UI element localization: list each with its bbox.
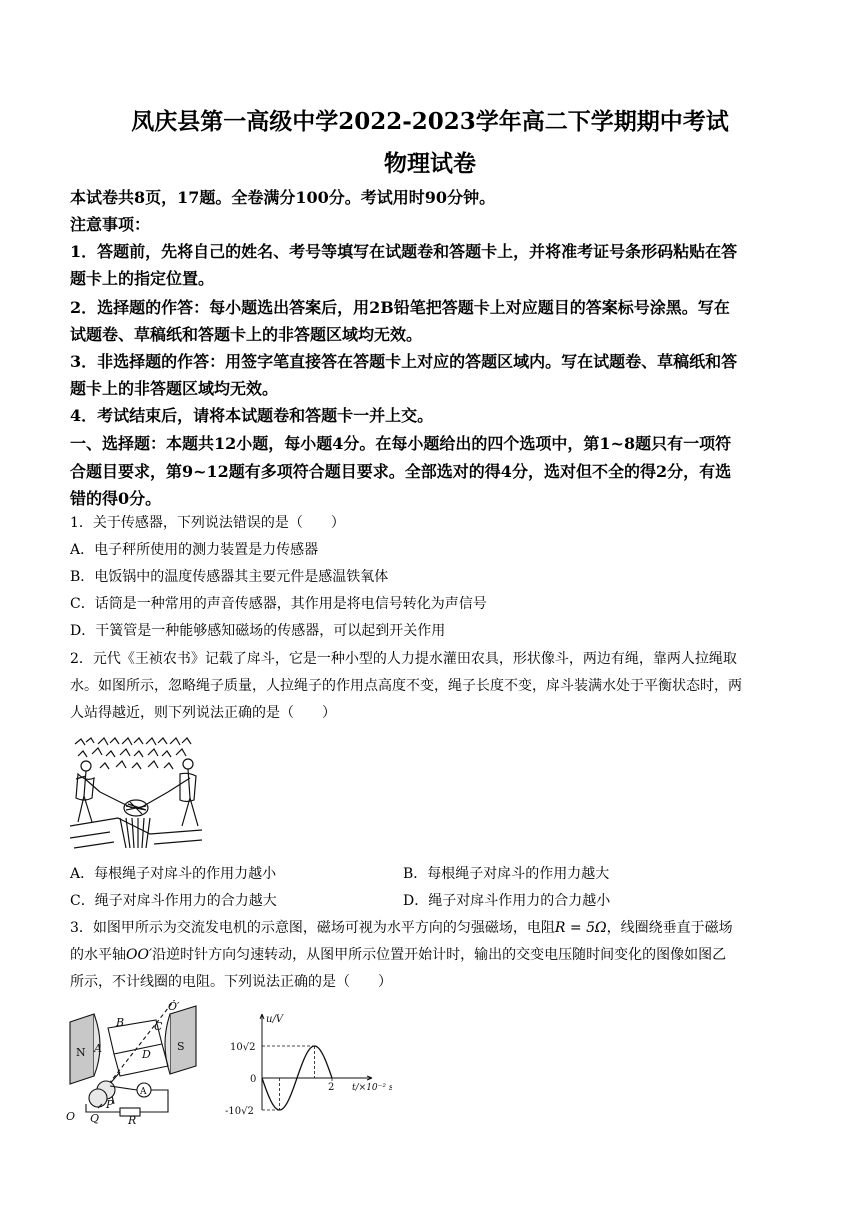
notice-line: 题卡上的指定位置。 (70, 269, 215, 288)
q1-option-c: C．话筒是一种常用的声音传感器，其作用是将电信号转化为声信号 (70, 596, 487, 612)
q1-option-a: A．电子秤所使用的测力装置是力传感器 (70, 542, 319, 558)
graph-x-label: t/×10⁻² s (352, 1083, 392, 1093)
q1-stem: 1．关于传感器，下列说法错误的是（ ） (70, 515, 345, 531)
generator-diagram (64, 1000, 210, 1124)
label-s: S (177, 1040, 185, 1053)
well-sweep-illustration (70, 734, 202, 854)
label-o-prime: O′ (168, 1000, 180, 1013)
q2-option-a: A．每根绳子对戽斗的作用力越小 (70, 866, 277, 882)
q2-stem-line: 人站得越近，则下列说法正确的是（ ） (70, 705, 336, 721)
graph-y-max: 10√2 (230, 1042, 256, 1053)
label-a: A (94, 1042, 102, 1055)
notice-line: 1．答题前，先将自己的姓名、考号等填写在试题卷和答题卡上，并将准考证号条形码粘贴在答 (70, 242, 738, 261)
graph-y-label: u/V (266, 1014, 284, 1025)
q1-option-d: D．干簧管是一种能够感知磁场的传感器，可以起到开关作用 (70, 623, 446, 639)
resistance-formula: R = 5Ω (554, 920, 607, 936)
notice-line: 试题卷、草稿纸和答题卡上的非答题区域均无效。 (70, 325, 423, 344)
exam-title: 凤庆县第一高级中学2022-2023学年高二下学期期中考试 (131, 108, 729, 135)
notice-line: 3．非选择题的作答：用签字笔直接答在答题卡上对应的答题区域内。写在试题卷、草稿纸和答 (70, 352, 738, 371)
voltage-time-graph (222, 1010, 392, 1116)
label-d: D (142, 1048, 151, 1061)
q3-stem-text: ，线圈绕垂直于磁场 (606, 920, 733, 936)
q2-stem-line: 2．元代《王祯农书》记载了戽斗，它是一种小型的人力提水灌田农具，形状像斗，两边有绳，靠两人拉绳取 (70, 651, 737, 667)
q3-stem-line-2 (70, 945, 795, 965)
notice-line: 题卡上的非答题区域均无效。 (70, 379, 279, 398)
notice-line: 4．考试结束后，请将本试题卷和答题卡一并上交。 (70, 406, 434, 425)
label-q: Q (90, 1112, 100, 1124)
q3-stem-line-3: 所示，不计线圈的电阻。下列说法正确的是（ ） (70, 974, 392, 990)
label-n: N (76, 1046, 86, 1059)
q3-stem-text: 沿逆时针方向匀速转动，从图甲所示位置开始计时，输出的交变电压随时间变化的图像如图乙 (152, 947, 727, 963)
graph-y-min: -10√2 (225, 1106, 254, 1116)
q3-stem-text: 的水平轴 (70, 947, 126, 963)
label-r: R (128, 1114, 137, 1124)
notice-line: 2．选择题的作答：每小题选出答案后，用2B铅笔把答题卡上对应题目的答案标号涂黑。写在 (70, 298, 730, 317)
q2-option-b: B．每根绳子对戽斗的作用力越大 (403, 866, 610, 882)
q3-stem-text: 3．如图甲所示为交流发电机的示意图，磁场可视为水平方向的匀强磁场，电阻 (70, 920, 555, 936)
exam-summary: 本试卷共8页，17题。全卷满分100分。考试用时90分钟。 (70, 188, 496, 207)
label-p: P (106, 1098, 114, 1111)
label-o: O (66, 1110, 76, 1123)
section-heading-line: 一、选择题：本题共12小题，每小题4分。在每小题给出的四个选项中，第1~8题只有一项符 (70, 434, 732, 453)
label-c: C (154, 1020, 163, 1033)
graph-y-zero: 0 (250, 1074, 257, 1085)
q2-option-c: C．绳子对戽斗作用力的合力越大 (70, 893, 277, 909)
section-heading-line: 合题目要求，第9~12题有多项符合题目要求。全部选对的得4分，选对但不全的得2分，有选 (70, 462, 732, 481)
q2-stem-line: 水。如图所示，忽略绳子质量，人拉绳子的作用点高度不变，绳子长度不变，戽斗装满水处于平衡状态时，两 (70, 678, 742, 694)
label-b: B (116, 1016, 125, 1029)
graph-axes (260, 1014, 372, 1110)
ammeter-label: A (140, 1087, 147, 1097)
q2-option-d: D．绳子对戽斗作用力的合力越小 (403, 893, 611, 909)
q3-stem-line-1 (70, 918, 795, 938)
notice-title: 注意事项： (70, 215, 151, 234)
q1-option-b: B．电饭锅中的温度传感器其主要元件是感温铁氧体 (70, 569, 389, 585)
axis-symbol: OO′ (126, 947, 153, 963)
exam-subtitle: 物理试卷 (384, 150, 476, 177)
graph-x-tick: 2 (328, 1082, 335, 1093)
section-heading-line: 错的得0分。 (70, 489, 162, 508)
